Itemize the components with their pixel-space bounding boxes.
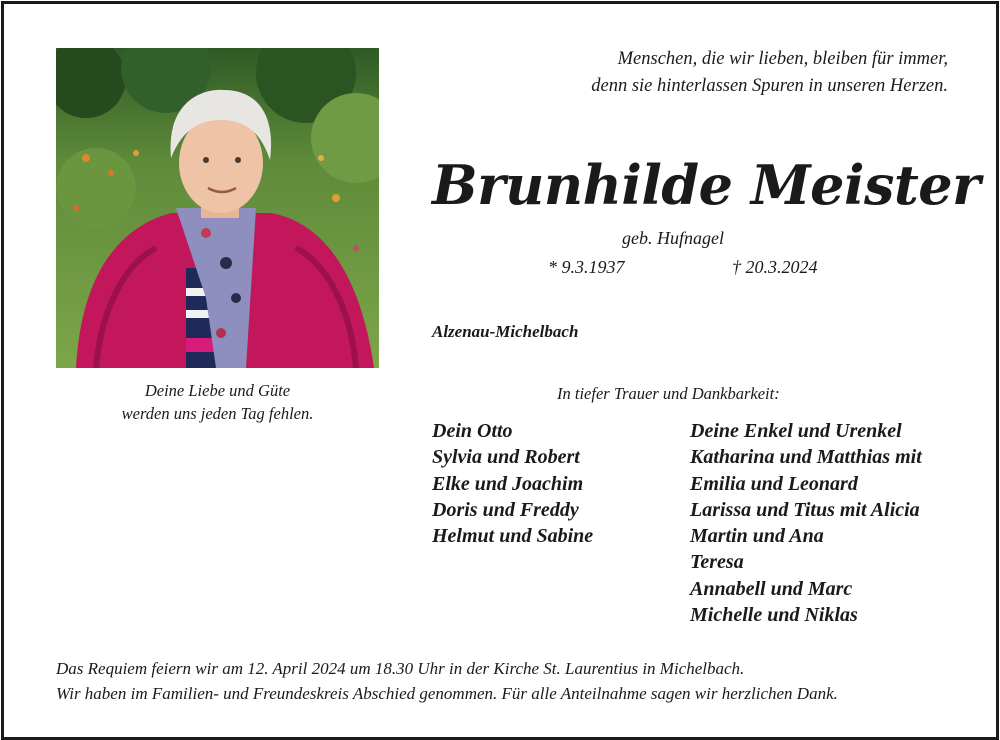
mourner-entry: Michelle und Niklas — [690, 604, 858, 627]
birth-date: * 9.3.1937 — [548, 257, 625, 277]
photo-caption — [56, 379, 379, 425]
photo-caption-line-2: werden uns jeden Tag fehlen. — [121, 404, 314, 423]
mourner-entry: Elke und Joachim — [432, 472, 584, 495]
mourner-entry: Martin und Ana — [690, 525, 824, 548]
mourning-line: In tiefer Trauer und Dankbarkeit: — [557, 384, 780, 403]
mourners-list-left — [432, 418, 593, 549]
mourner-entry: Annabell und Marc — [690, 577, 853, 600]
motto-line-1: Menschen, die wir lieben, bleiben für immer, — [617, 49, 948, 69]
birth-name: geb. Hufnagel — [622, 228, 724, 248]
mourner-entry: Helmut und Sabine — [432, 525, 594, 548]
portrait-photo — [56, 48, 379, 368]
deceased-name: Brunhilde Meister — [432, 153, 981, 217]
mourner-entry: Dein Otto — [432, 420, 513, 442]
location: Alzenau-Michelbach — [432, 322, 579, 341]
mourner-entry: Deine Enkel und Urenkel — [690, 420, 902, 442]
footer-line-1: Das Requiem feiern wir am 12. April 2024 um 18.30 Uhr in der Kirche St. Laurentius in Michelbach. — [56, 659, 745, 678]
mourner-entry: Katharina und Matthias mit — [690, 446, 922, 469]
motto-quote — [500, 46, 948, 100]
mourner-entry: Larissa und Titus mit Alicia — [690, 498, 920, 521]
footer-text — [56, 656, 956, 706]
mourners-list-right — [690, 418, 922, 628]
motto-line-2: denn sie hinterlassen Spuren in unseren Herzen. — [591, 76, 948, 96]
photo-caption-line-1: Deine Liebe und Güte — [144, 381, 291, 400]
mourner-entry: Sylvia und Robert — [432, 446, 580, 469]
mourner-entry: Teresa — [690, 551, 744, 574]
mourner-entry: Doris und Freddy — [432, 498, 579, 521]
mourner-entry: Emilia und Leonard — [690, 472, 858, 495]
death-date: † 20.3.2024 — [732, 257, 818, 277]
footer-line-2: Wir haben im Familien- und Freundeskreis Abschied genommen. Für alle Anteilnahme sagen wir herzlichen Dank. — [56, 684, 838, 703]
